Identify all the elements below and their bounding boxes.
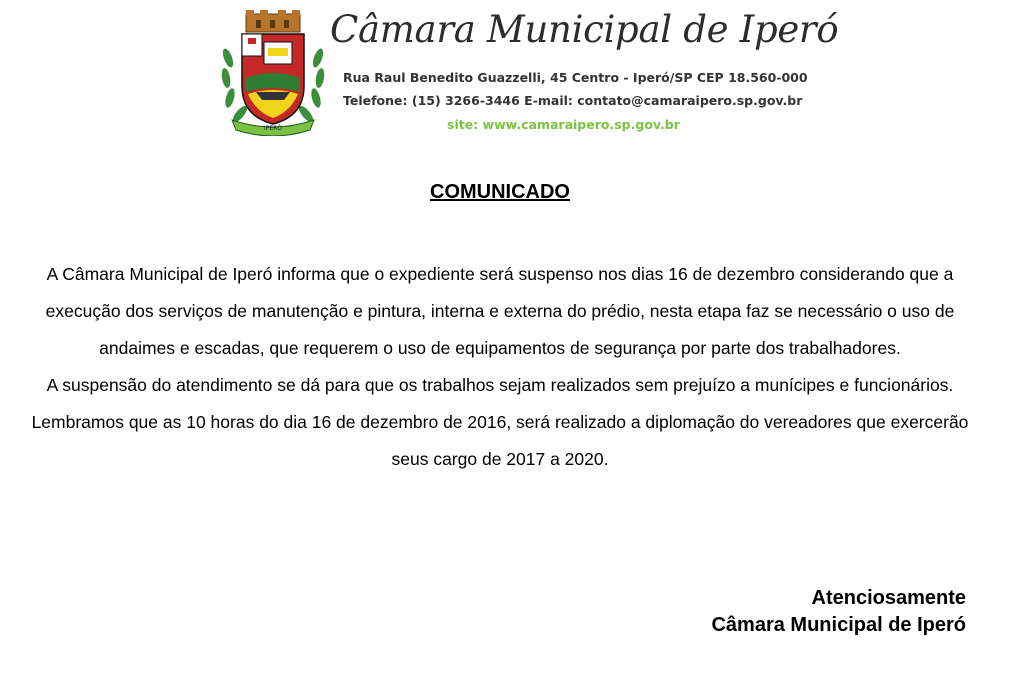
signature-text: Câmara Municipal de Iperó — [711, 614, 966, 636]
signoff — [711, 585, 966, 639]
letterhead — [0, 0, 1013, 145]
body-paragraph: Lembramos que as 10 horas do dia 16 de dezembro de 2016, será realizado a diplomação do vereadores que exercerão seus cargo de 2017 a 2020. — [31, 412, 969, 469]
closing-text: Atenciosamente — [811, 587, 966, 609]
body-paragraph: A Câmara Municipal de Iperó informa que o expediente será suspenso nos dias 16 de dezembro considerando que a execução dos serviços de manutenção e pintura, interna e externa do prédio, nesta etapa faz se necessário o uso de andaimes e escadas, que requerem o uso de equipamentos de segurança por parte dos trabalhadores. — [45, 264, 955, 358]
coat-of-arms-icon — [218, 8, 328, 136]
address-line: Rua Raul Benedito Guazzelli, 45 Centro - Iperó/SP CEP 18.560-000 — [343, 70, 808, 85]
document-body — [28, 256, 972, 478]
website-line: site: www.camaraipero.sp.gov.br — [447, 117, 680, 132]
crest-ribbon-text: IPERÓ — [263, 125, 283, 132]
organization-name: Câmara Municipal de Iperó — [330, 8, 839, 51]
body-paragraph: A suspensão do atendimento se dá para que os trabalhos sejam realizados sem prejuízo a munícipes e funcionários. — [46, 375, 954, 395]
phone-email-line: Telefone: (15) 3266-3446 E-mail: contato@camaraipero.sp.gov.br — [343, 93, 803, 108]
document-title: COMUNICADO — [430, 181, 570, 203]
